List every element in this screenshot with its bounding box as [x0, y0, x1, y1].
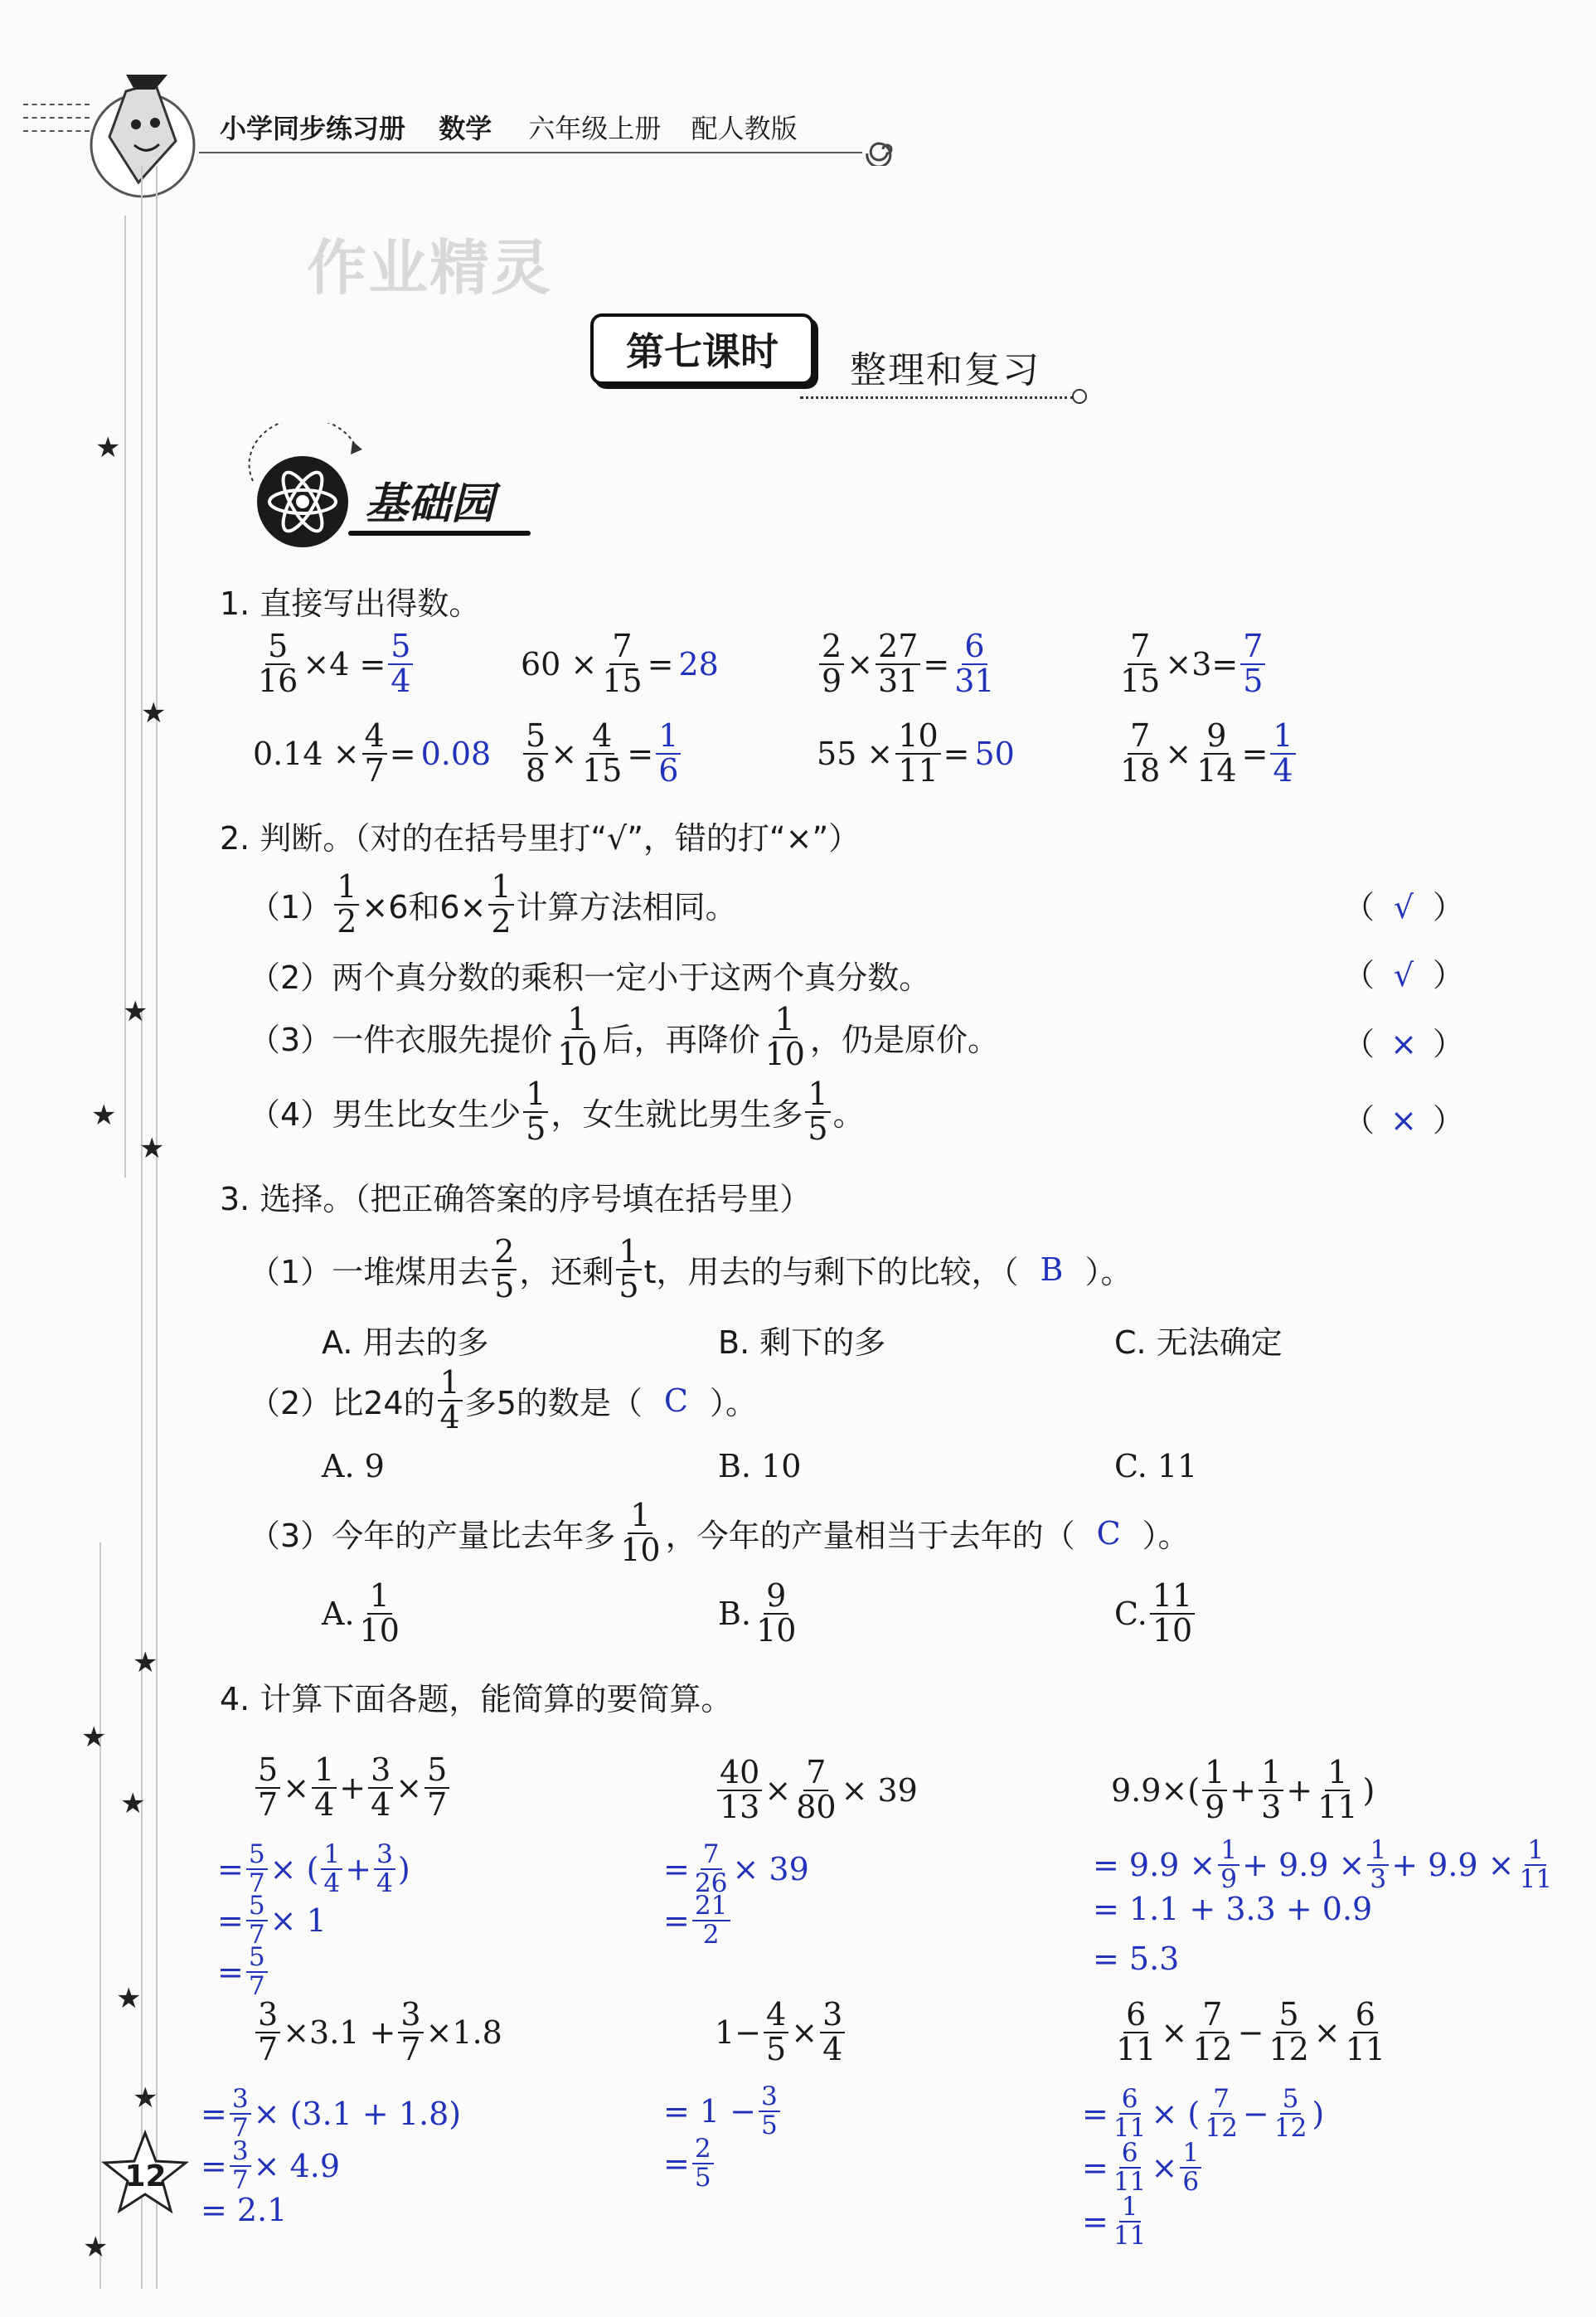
header-grade: 六年级上册 — [528, 113, 662, 144]
lesson-title: 整理和复习 — [850, 349, 1041, 391]
fraction: 1 4 — [438, 1367, 463, 1435]
q4-problem-1: $\frac{5}{7}$ × $\frac{1}{4}$ + $\frac{3}{4}$ × $\frac{5}{7}$ — [253, 1754, 452, 1822]
answer-fraction: $\frac{5}{4}$ — [388, 630, 413, 698]
fraction: $\frac{7}{15}$ — [602, 628, 643, 699]
q4-problem-3: 9.9×( 1 9 + $\frac{1}{3}$ + $\frac{1}{11}$ ) — [1111, 1754, 1375, 1825]
q3-item-2: （2） 比24的 1 4 多5的数是（ C ）。 — [249, 1364, 758, 1435]
fraction: 1 10 — [764, 1001, 805, 1072]
answer-bracket: （ √ ） — [1343, 957, 1465, 993]
q2-title: 2. 判断。（对的在括号里打“√”，错的打“×”） — [220, 820, 861, 857]
q3-item-1: （1） 一堆煤用去 2 5 ，还剩 1 5 t，用去的与剩下的比较，（ B ）。 — [249, 1233, 1133, 1304]
fraction: $\frac{7}{15}$ — [1120, 628, 1161, 699]
fraction: 2 5 — [492, 1236, 517, 1304]
q1-item: 0.14 × $\frac{4}{7}$ = 0.08 — [253, 717, 492, 789]
answer: C — [1096, 1514, 1121, 1552]
margin-line — [141, 166, 143, 2289]
answer-mark: √ — [1393, 957, 1414, 993]
answer-bracket: （ √ ） — [1343, 889, 1465, 925]
margin-line — [156, 166, 158, 2289]
answer-fraction: $\frac{7}{5}$ — [1240, 630, 1265, 698]
q4-step: = 1 − $\frac{3}{5}$ — [663, 2083, 783, 2139]
star-icon: ★ — [95, 431, 121, 464]
margin-line — [124, 216, 126, 1178]
q2-item-3: （3） 一件衣服先提价 1 10 后，再降价 1 10 ，仍是原价。 — [249, 1001, 999, 1072]
fraction: $\frac{5}{16}$ — [258, 628, 298, 699]
q3-options-3 — [322, 1577, 1197, 1649]
answer: C — [663, 1382, 688, 1419]
q4-problem-4: $\frac{3}{7}$ ×3.1 + $\frac{3}{7}$ ×1.8 — [253, 1999, 502, 2067]
q4-step: = $\frac{1}{11}$ — [1082, 2192, 1147, 2251]
answer: 28 — [678, 645, 719, 682]
q1-item: $\frac{5}{16}$ ×4 = $\frac{5}{4}$ — [253, 630, 415, 698]
fraction: 1 5 — [523, 1078, 548, 1146]
star-icon: ★ — [139, 1132, 165, 1165]
answer-fraction: $\frac{1}{6}$ — [656, 720, 681, 788]
banner-underline — [348, 531, 531, 536]
q4-step: = 1.1 + 3.3 + 0.9 — [1093, 1891, 1373, 1927]
q2-item-1: （1） $\frac{1}{2}$ ×6和6× $\frac{1}{2}$ 计算方法相同。 — [249, 868, 737, 940]
section-banner: 基础园 — [365, 479, 495, 529]
fraction: 1 5 — [616, 1236, 641, 1304]
star-icon: ★ — [91, 1099, 117, 1132]
q1-item: $\frac{5}{8}$ × $\frac{4}{15}$ = $\frac{1}{6}$ — [521, 720, 683, 788]
lesson-badge: 第七课时 — [590, 313, 814, 385]
star-icon: ★ — [120, 1787, 146, 1820]
answer-bracket: （ × ） — [1343, 1102, 1465, 1139]
header-book: 小学同步练习册 — [220, 113, 406, 144]
q4-problem-6: $\frac{6}{11}$ × $\frac{7}{12}$ − $\frac{5}{12}$ × $\frac{6}{11}$ — [1116, 1996, 1385, 2067]
q4-step: = $\frac{2}{5}$ — [663, 2135, 716, 2191]
answer-mark: × — [1390, 1102, 1417, 1139]
answer-bracket: （ × ） — [1343, 1026, 1465, 1062]
header-text — [220, 108, 798, 146]
q4-title: 4. 计算下面各题，能简算的要简算。 — [220, 1681, 733, 1717]
answer-fraction: $\frac{6}{31}$ — [954, 628, 995, 699]
q4-problem-5: 1− $\frac{4}{5}$ × $\frac{3}{4}$ — [715, 1999, 847, 2067]
fraction: $\frac{10}{11}$ — [895, 720, 940, 788]
q1-item: $\frac{7}{15}$ ×3= $\frac{7}{5}$ — [1115, 630, 1268, 698]
header-underline — [199, 152, 862, 153]
q3-options-1 — [322, 1317, 1283, 1363]
header-edition: 配人教版 — [691, 113, 798, 144]
answer: 0.08 — [420, 735, 492, 772]
q1-item: $\frac{2}{9}$ × $\frac{27}{31}$ = $\frac{6}{31}$ — [817, 630, 1000, 698]
fraction: $\frac{2}{9}$ — [819, 630, 844, 698]
star-icon: ★ — [133, 1646, 158, 1679]
q3-item-3: （3） 今年的产量比去年多 1 10 ，今年的产量相当于去年的（ C ）。 — [249, 1497, 1190, 1568]
watermark: 作业精灵 — [307, 233, 553, 303]
answer-fraction: $\frac{1}{4}$ — [1270, 720, 1295, 788]
q2-item-2: （2） 两个真分数的乘积一定小于这两个真分数。 — [249, 959, 931, 996]
fraction: $\frac{4}{7}$ — [362, 720, 387, 788]
atom-icon — [236, 423, 369, 556]
q4-step: = $\frac{6}{11}$ × $\frac{1}{6}$ — [1082, 2140, 1204, 2195]
q4-step: = $\frac{6}{11}$ × ( 7 12 − $\frac{5}{12}$ ) — [1082, 2084, 1325, 2143]
fraction: $\frac{1}{2}$ — [488, 871, 513, 939]
fraction: $\frac{7}{18}$ — [1120, 717, 1161, 789]
q4-step: = $\frac{5}{7}$ × 1 — [217, 1891, 327, 1950]
star-icon: ★ — [123, 995, 148, 1028]
fraction: $\frac{27}{31}$ — [876, 630, 920, 698]
star-icon: ★ — [141, 697, 167, 730]
q1-title: 1. 直接写出得数。 — [220, 585, 481, 622]
q4-step: = $\frac{3}{7}$ × (3.1 + 1.8) — [201, 2084, 462, 2143]
option: C. 无法确定 — [1114, 1324, 1283, 1361]
fraction: $\frac{4}{15}$ — [582, 717, 623, 789]
fraction: 1 10 — [557, 1001, 598, 1072]
fraction: 1 10 — [620, 1497, 661, 1568]
header-subject: 数学 — [439, 113, 492, 144]
option: B. 剩下的多 — [718, 1324, 886, 1361]
fraction: $\frac{5}{8}$ — [523, 720, 548, 788]
fraction: $\frac{1}{2}$ — [334, 871, 359, 939]
option: A. 9 — [322, 1448, 385, 1484]
star-icon: ★ — [83, 2231, 109, 2264]
option: A. 用去的多 — [322, 1324, 489, 1361]
option: C. 11 10 — [1114, 1580, 1197, 1648]
answer-mark: × — [1390, 1026, 1417, 1062]
option: A. 1 10 — [322, 1577, 400, 1649]
q4-problem-2: $\frac{40}{13}$ × $\frac{7}{80}$ × 39 — [715, 1756, 918, 1824]
q4-step: = $\frac{7}{26}$ × 39 — [663, 1839, 809, 1898]
answer: 50 — [974, 735, 1015, 772]
option: C. 11 — [1114, 1448, 1198, 1484]
fraction: $\frac{9}{14}$ — [1196, 717, 1237, 789]
option: B. 10 — [718, 1448, 802, 1484]
q4-step: = 9.9 × $\frac{1}{9}$ + 9.9 × $\frac{1}{3}$ + 9.9 × $\frac{1}{11}$ — [1093, 1835, 1553, 1894]
option: B. 9 10 — [718, 1577, 797, 1649]
star-icon: ★ — [133, 2081, 158, 2115]
q4-step: = 5.3 — [1093, 1941, 1180, 1977]
star-icon: ★ — [81, 1721, 107, 1754]
q4-step: = $\frac{3}{7}$ × 4.9 — [201, 2136, 341, 2195]
circle-end-icon — [1072, 389, 1087, 404]
q3-title: 3. 选择。（把正确答案的序号填在括号里） — [220, 1181, 812, 1217]
answer-mark: √ — [1393, 889, 1414, 925]
answer: B — [1040, 1251, 1064, 1288]
lesson-dotted-line — [800, 396, 1074, 399]
page-number: 12 — [124, 2159, 167, 2193]
q4-step: = 2.1 — [201, 2192, 288, 2228]
star-icon: ★ — [116, 1982, 142, 2015]
q4-step: = $\frac{5}{7}$ — [217, 1944, 270, 1999]
q1-item: $\frac{7}{18}$ × $\frac{9}{14}$ = $\frac{1}{4}$ — [1115, 720, 1298, 788]
mascot-pencil-icon — [76, 58, 209, 199]
q4-step: = $\frac{5}{7}$ × ( 1 4 + $\frac{3}{4}$ ) — [217, 1839, 410, 1898]
q1-item: 55 × $\frac{10}{11}$ = 50 — [817, 717, 1015, 789]
q4-step: = $\frac{21}{2}$ — [663, 1892, 733, 1948]
header-swirl-icon — [862, 133, 904, 166]
q1-item: 60 × $\frac{7}{15}$ = 28 — [521, 628, 719, 699]
q2-item-4: （4） 男生比女生少 1 5 ，女生就比男生多 1 5 。 — [249, 1076, 865, 1147]
fraction: 1 5 — [805, 1078, 830, 1146]
q3-options-2 — [322, 1448, 1197, 1484]
